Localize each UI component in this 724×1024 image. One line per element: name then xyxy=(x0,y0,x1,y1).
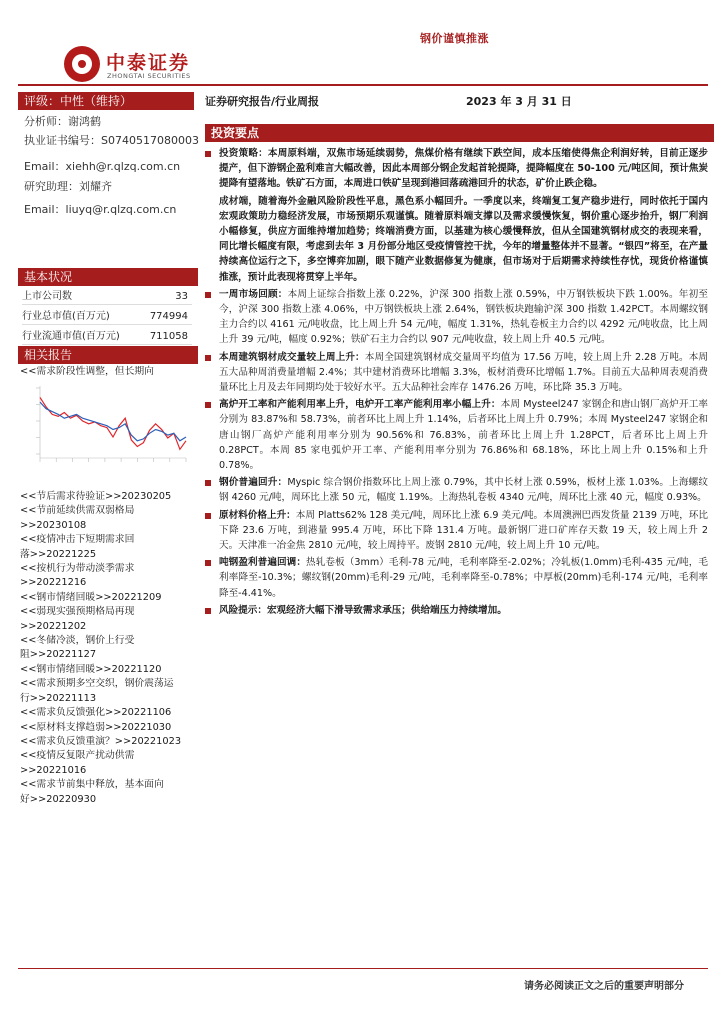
list-item[interactable]: <<节后需求待验证>>20230205 xyxy=(20,491,172,502)
point-text: 本周建筑钢材成交量较上周上升：本周全国建筑钢材成交量周平均值为 17.56 万吨，较上周上升 2.28 万吨。本周五大品种周消费量增幅 2.4%；其中建材消费环比增幅 3.3%，板材消费环比增幅 1.7%。目前五大品种周表观消费量环比上月及去年同期均处于较好水平。五大品种社会库存 1476.26 万吨，环比降 35.3 万吨。 xyxy=(219,351,709,394)
list-item[interactable]: <<需求节前集中释放，基本面向 xyxy=(20,779,164,791)
analyst-cert xyxy=(24,132,199,148)
report-header-title: 钢价谨慎推涨 xyxy=(420,32,489,45)
point-item xyxy=(205,397,708,473)
point-item xyxy=(205,555,708,601)
list-item[interactable]: <<弱现实强预期格局再现>>20221202 xyxy=(20,606,135,632)
list-item[interactable]: 落>>20221225 xyxy=(20,548,97,560)
related-reports-list xyxy=(20,490,200,807)
company-logo xyxy=(64,46,244,86)
point-text: 投资策略：本周原料端，双焦市场延续弱势，焦煤价格有继续下跌空间，成本压缩使得焦企利润好转，目前正逐步提产，但下游钢企盈利难言大幅改善，因此本周部分钢企发起首轮提降，提降幅度在 50-100 元/吨区间，预计焦炭提降有望落地。铁矿石方面，本周进口铁矿呈现到港回落疏港回升的状态，矿价止跌企稳。 xyxy=(219,148,709,190)
cert-number: S0740517080003 xyxy=(101,134,199,147)
point-text: 原材料价格上升：本周 Platts62% 128 美元/吨，周环比上涨 6.9 美元/吨。本周澳洲巴西发货量 2139 万吨，环比下降 23.6 万吨，到港量 995.4 万吨，环比下降 131.4 万吨。最新钢厂进口矿库存天数 19 天，较上周上升 2 天。天津准一冶金焦 2810 元/吨，较上周持平。废钢 2810 元/吨，较上周上升 10 元/吨。 xyxy=(219,509,708,552)
row-value: 33 xyxy=(175,291,188,302)
basic-status-table xyxy=(22,289,192,345)
point-item xyxy=(205,194,708,285)
series-line-red xyxy=(40,397,186,449)
investment-points-title: 投资要点 xyxy=(211,126,260,140)
footer-note: 请务必阅读正文之后的重要声明部分 xyxy=(524,981,684,992)
chart-axes xyxy=(40,386,186,458)
cert-label: 执业证书编号： xyxy=(24,134,101,147)
basic-status-title: 基本状况 xyxy=(24,270,73,284)
list-item[interactable]: 行>>20221113 xyxy=(20,692,97,704)
bullet-icon xyxy=(205,513,211,519)
list-item[interactable]: <<冬储冷淡，钢价上行受 xyxy=(20,635,135,647)
point-text: 钢价普遍回升：Myspic 综合钢价指数环比上周上涨 0.79%，其中长材上涨 0.59%，板材上涨 1.03%。上海螺纹钢 4260 元/吨，周环比上涨 50 元，幅度 1.19%。上海热轧卷板 4340 元/吨，周环比上涨 40 元，幅度 0.93%。 xyxy=(219,477,708,504)
point-item xyxy=(205,508,708,554)
list-item[interactable]: <<需求负反馈强化>>20221106 xyxy=(20,707,172,719)
investment-points-bar xyxy=(205,124,714,142)
bullet-icon xyxy=(205,608,211,614)
x-ticks xyxy=(40,458,186,462)
point-item xyxy=(205,475,708,505)
table-row xyxy=(22,289,192,305)
row-label: 上市公司数 xyxy=(22,291,72,302)
point-item xyxy=(205,287,708,348)
list-item[interactable]: <<需求预期多空交织，钢价震荡运 xyxy=(20,678,174,690)
bullet-icon xyxy=(205,292,211,298)
bullet-icon xyxy=(205,560,211,566)
related-reports-title: 相关报告 xyxy=(24,348,73,362)
list-item[interactable]: <<原材料支撑趋弱>>20221030 xyxy=(20,721,172,733)
bullet-icon xyxy=(205,480,211,486)
logo-en-text: ZHONGTAI SECURITIES xyxy=(107,72,191,80)
basic-status-bar xyxy=(18,268,198,286)
y-ticks xyxy=(36,388,40,454)
series-line-blue xyxy=(40,402,186,441)
table-row xyxy=(22,329,192,345)
point-text: 一周市场回顾：本周上证综合指数上涨 0.22%，沪深 300 指数上涨 0.59%，中万钢铁板块下跌 1.00%。年初至今，沪深 300 指数上涨 4.06%，中万钢铁板块上涨 2.64%，钢铁板块跑输沪深 300 指数 1.42PCT。本周螺纹钢主力合约以 4161 元/吨收盘，比上周上升 54 元/吨，幅度 1.31%，热轧卷板主力合约以 4292 元/吨收盘，比上周上升 39 元/吨，幅度 0.92%；铁矿石主力合约以 907 元/吨收盘，较上周上升 40.5 元/吨。 xyxy=(219,288,708,346)
row-value: 711058 xyxy=(149,331,188,342)
report-date: 2023 年 3 月 31 日 xyxy=(466,95,572,108)
related-reports-bar xyxy=(18,346,198,364)
footer-divider xyxy=(18,968,708,969)
point-text: 风险提示：宏观经济大幅下滑导致需求承压；供给端压力持续增加。 xyxy=(219,604,507,616)
point-text: 吨钢盈利普遍回调：热轧卷板（3mm）毛利-78 元/吨，毛利率降至-2.02%；冷轧板(1.0mm)毛利-435 元/吨，毛利率降至-10.3%；螺纹钢(20mm)毛利-29 元/吨，毛利率降至-0.78%；中厚板(20mm)毛利-174 元/吨，毛利率降至-4.41%。 xyxy=(219,557,708,599)
list-item[interactable]: 阻>>20221127 xyxy=(20,649,97,661)
point-text: 成材端，随着海外金融风险阶段性平息，黑色系小幅回升。一季度以来，终端复工复产稳步进行，同时依托于国内宏观政策助力稳经济发展，市场预期乐观谨慎。随着原料端支撑以及需求缓慢恢复，钢价重心逐步抬升，钢厂利润小幅修复，供应方面维持增加趋势；终端消费方面，以基建为核心缓慢释放，但从全国建筑钢材成交的表现来看，同比增长幅度有限，考虑到去年 3 月份部分地区受疫情管控干扰，今年的增量整体并不显著。“银四”将至，在产量持续高位运行之下，多空博弈加剧，眼下随产业数据修复为健康，但市场对于后期需求持续性存忧，现货价格谨慎推涨，预计此表现将贯穿上半年。 xyxy=(219,195,708,283)
bullet-icon xyxy=(205,151,211,157)
header-divider xyxy=(18,84,708,86)
point-item xyxy=(205,146,708,192)
rating-bar xyxy=(18,92,194,110)
list-item[interactable]: <<疫情反复限产扰动供需>>20221016 xyxy=(20,750,135,776)
rating-text: 评级：中性（维持） xyxy=(24,94,133,108)
list-item[interactable]: <<节前延续供需双弱格局>>20230108 xyxy=(20,505,135,531)
point-text: 高炉开工率和产能利用率上升，电炉开工率产能利用率小幅上升：本周 Mysteel247 家钢企和唐山钢厂高炉开工率分别为 83.87%和 58.73%，前者环比上周上升 1.14%，后者环比上周上升 0.79%；本周 Mysteel247 家钢企和唐山钢厂高炉产能利用率分别为 90.56%和 76.83%，前者环比上周上升 1.28PCT，后者环比上周上升 0.28PCT。本周 85 家电弧炉开工率、产能利用率分别为 76.86%和 68.18%，环比上周上升 0.15%和上升 0.78%。 xyxy=(219,399,708,472)
list-item[interactable]: <<按机行为带动淡季需求>>20221216 xyxy=(20,563,135,589)
list-item[interactable]: <<钢市情绪回暖>>20221120 xyxy=(20,663,162,675)
bullet-icon xyxy=(205,402,211,408)
list-item[interactable]: <<疫情冲击下短期需求回 xyxy=(20,534,135,546)
related-report-link[interactable]: <<需求阶段性调整，但长期向 xyxy=(20,366,154,377)
bullet-icon xyxy=(205,355,211,361)
point-item xyxy=(205,350,708,396)
logo-cn-text: 中泰证券 xyxy=(106,52,191,74)
row-value: 774994 xyxy=(149,311,188,322)
assistant-name: 研究助理：刘耀齐 xyxy=(24,180,112,193)
analyst-email[interactable]: Email：xiehh@r.qlzq.com.cn xyxy=(24,160,181,173)
logo-icon xyxy=(64,46,100,82)
list-item[interactable]: <<需求负反馈重演？>>20221023 xyxy=(20,735,182,747)
row-label: 行业总市值(百万元) xyxy=(22,311,110,322)
assistant-email[interactable]: Email：liuyq@r.qlzq.com.cn xyxy=(24,203,177,216)
row-label: 行业流通市值(百万元) xyxy=(22,331,120,342)
investment-points-list xyxy=(205,146,708,620)
list-item[interactable]: 好>>20220930 xyxy=(20,793,97,805)
analyst-name: 分析师：谢鸿鹤 xyxy=(24,115,101,128)
point-item xyxy=(205,603,708,618)
report-type: 证券研究报告/行业周报 xyxy=(205,95,320,108)
table-row xyxy=(22,309,192,325)
list-item[interactable]: <<钢市情绪回暖>>20221209 xyxy=(20,591,162,603)
performance-chart xyxy=(18,380,192,476)
